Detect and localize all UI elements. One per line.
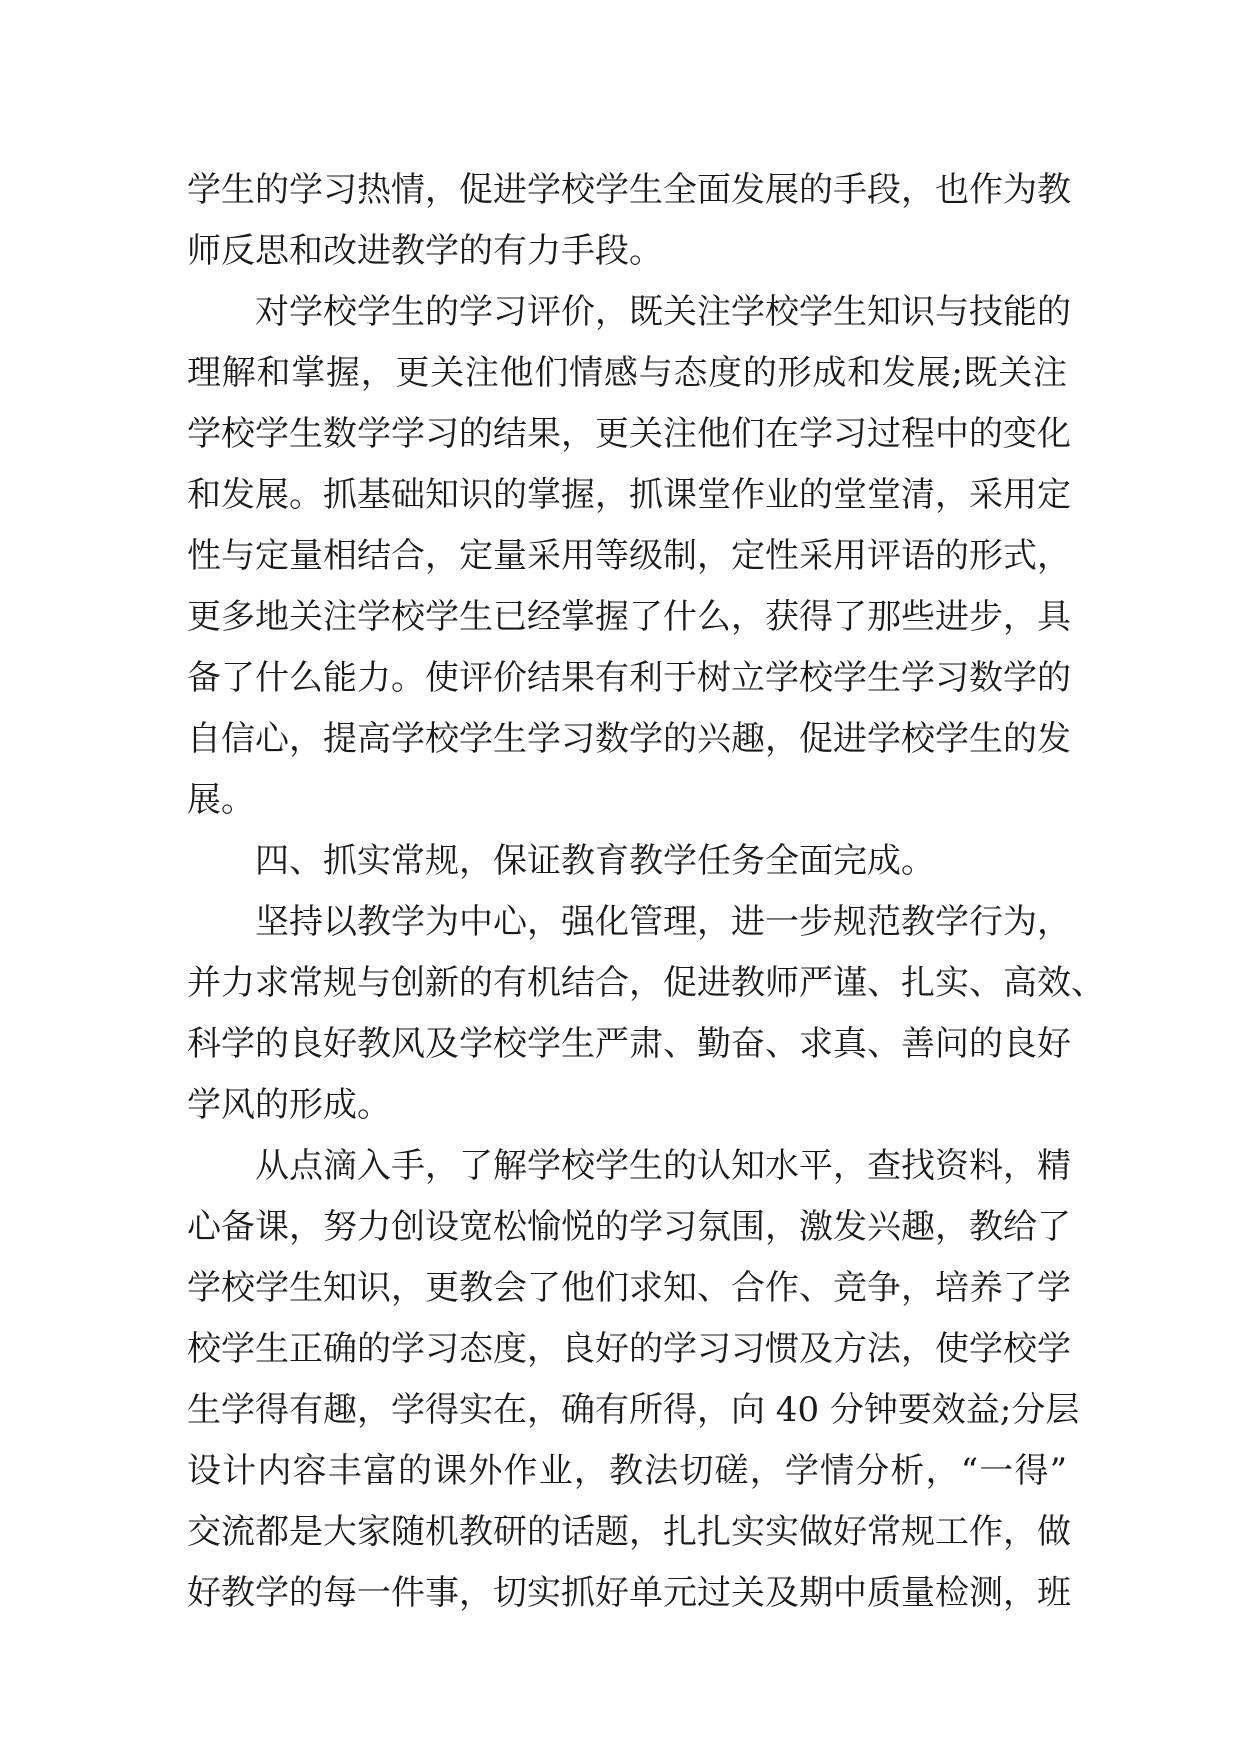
text-line: 师反思和改进教学的有力手段。 bbox=[187, 231, 663, 271]
text-line: 备了什么能力。使评价结果有利于树立学校学生学习数学的 bbox=[187, 658, 1071, 698]
text-line: 更多地关注学校学生已经掌握了什么，获得了那些进步，具 bbox=[187, 597, 1071, 637]
text-line: 学校学生数学学习的结果，更关注他们在学习过程中的变化 bbox=[187, 414, 1071, 454]
text-line: 科学的良好教风及学校学生严肃、勤奋、求真、善问的良好 bbox=[187, 1024, 1071, 1064]
text-line: 和发展。抓基础知识的掌握，抓课堂作业的堂堂清，采用定 bbox=[187, 475, 1071, 515]
text-line: 展。 bbox=[187, 780, 255, 820]
document-body bbox=[187, 160, 1105, 1624]
text-line: 学生的学习热情，促进学校学生全面发展的手段，也作为教 bbox=[187, 170, 1071, 210]
text-line: 理解和掌握，更关注他们情感与态度的形成和发展;既关注 bbox=[187, 353, 1068, 393]
text-line: 并力求常规与创新的有机结合，促进教师严谨、扎实、高效、 bbox=[187, 963, 1105, 1003]
text-line: 交流都是大家随机教研的话题，扎扎实实做好常规工作，做 bbox=[187, 1512, 1071, 1552]
text-line: 学风的形成。 bbox=[187, 1085, 391, 1125]
text-line: 心备课，努力创设宽松愉悦的学习氛围，激发兴趣，教给了 bbox=[187, 1207, 1071, 1247]
text-line: 好教学的每一件事，切实抓好单元过关及期中质量检测，班 bbox=[187, 1573, 1071, 1613]
text-line: 校学生正确的学习态度，良好的学习习惯及方法，使学校学 bbox=[187, 1329, 1071, 1369]
paragraph-first-line: 对学校学生的学习评价，既关注学校学生知识与技能的 bbox=[255, 292, 1071, 332]
text-line: 学校学生知识，更教会了他们求知、合作、竞争，培养了学 bbox=[187, 1268, 1071, 1308]
section-heading: 四、抓实常规，保证教育教学任务全面完成。 bbox=[255, 841, 935, 881]
text-line: 性与定量相结合，定量采用等级制，定性采用评语的形式， bbox=[187, 536, 1071, 576]
paragraph-first-line: 从点滴入手，了解学校学生的认知水平，查找资料，精 bbox=[255, 1146, 1071, 1186]
text-line: 设计内容丰富的课外作业，教法切磋，学情分析，“一得” bbox=[187, 1451, 1067, 1491]
text-line: 自信心，提高学校学生学习数学的兴趣，促进学校学生的发 bbox=[187, 719, 1071, 759]
paragraph-first-line: 坚持以教学为中心，强化管理，进一步规范教学行为， bbox=[255, 902, 1071, 942]
text-line: 生学得有趣，学得实在，确有所得，向 40 分钟要效益;分层 bbox=[187, 1390, 1080, 1430]
